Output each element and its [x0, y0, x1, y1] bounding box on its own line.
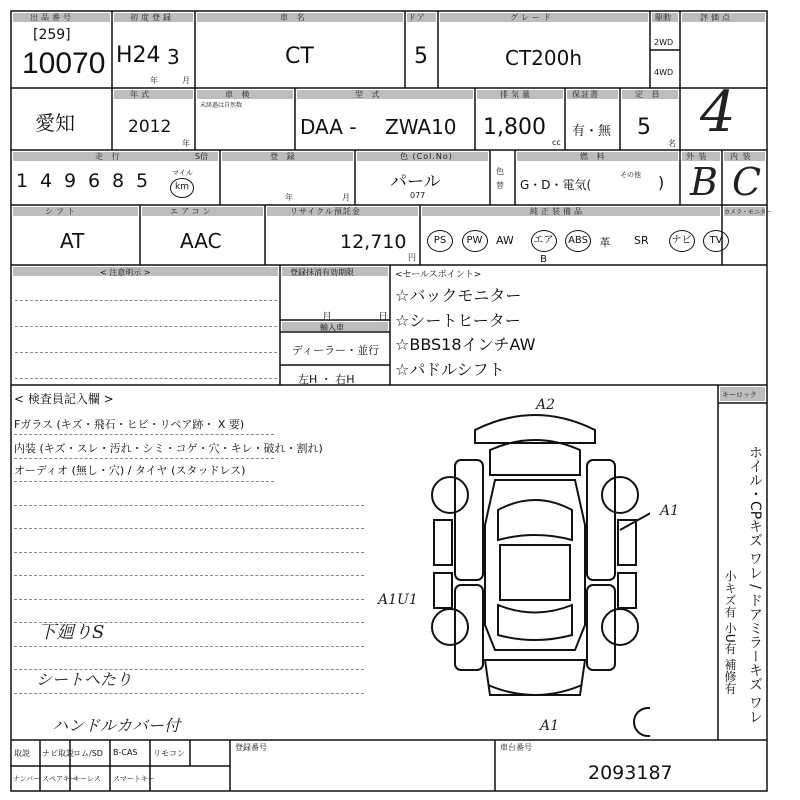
- unit-mile: マイル: [172, 169, 193, 177]
- selling-point: ☆シートヒーター: [395, 310, 521, 330]
- document-item: リモコン: [153, 749, 185, 758]
- expiry-month: 月: [322, 312, 332, 323]
- mileage-digit: 1: [16, 170, 29, 192]
- mileage-digit: 9: [64, 170, 77, 192]
- caution-line: [15, 352, 277, 353]
- document-item: 取説: [14, 749, 30, 758]
- equipment-item: 革: [599, 236, 611, 249]
- inspector-line: [14, 693, 364, 694]
- grade-label: グレード: [510, 13, 554, 22]
- lot-number: 10070: [22, 47, 106, 80]
- region: 愛知: [35, 111, 75, 135]
- mileage-digit: 5: [136, 170, 149, 192]
- mileage-digit: 8: [112, 170, 125, 192]
- selling-point: ☆バックモニター: [395, 286, 522, 305]
- inspector-line: [14, 458, 274, 459]
- type-prefix: DAA -: [300, 115, 357, 139]
- caution-line: [15, 326, 277, 327]
- document-item: ナビ取説: [42, 749, 74, 758]
- mileage-digit: 6: [88, 170, 101, 192]
- registration-era-year: H24: [116, 43, 161, 68]
- keylock-label: キーロック: [722, 391, 757, 399]
- inspector-line: [14, 599, 364, 600]
- door-label: ドア: [408, 13, 426, 22]
- year-label: 年式: [130, 90, 152, 99]
- drive-2wd: 2WD: [654, 38, 674, 47]
- camera-label: カメラ・モニター: [724, 209, 773, 216]
- equipment-label: 純正装備品: [530, 207, 585, 216]
- car-name-label: 車 名: [280, 13, 308, 22]
- mileage-digits: [16, 170, 160, 192]
- mileage-label: 走 行: [95, 152, 123, 161]
- import-label: 輸入車: [320, 323, 344, 332]
- capacity-unit: 名: [668, 139, 676, 148]
- doors: 5: [414, 44, 428, 69]
- selling-points-label: <セールスポイント>: [395, 270, 482, 280]
- inspector-line: [14, 505, 364, 506]
- shift: AT: [60, 229, 85, 253]
- exterior-grade: B: [690, 160, 718, 204]
- exterior-label: 外 装: [686, 152, 708, 161]
- selling-point: ☆パドルシフト: [395, 359, 505, 379]
- inspection-label: 車 検: [225, 90, 253, 99]
- audio-tire-note: オーディオ (無し・穴) / タイヤ (スタッドレス): [14, 464, 246, 477]
- meter-label: S倍: [195, 152, 209, 161]
- interior-label: 内 装: [730, 152, 752, 161]
- legend-line-2: 小キズ有 小U有 補修有: [723, 570, 737, 695]
- steering-side: 左H ・ 右H: [298, 373, 355, 386]
- reg-year-unit: 年: [150, 76, 158, 85]
- inspector-line: [14, 528, 364, 529]
- displacement-label: 排気量: [500, 90, 533, 99]
- registration-month: 3: [167, 45, 180, 69]
- displacement: 1,800: [483, 115, 546, 140]
- document-item: キーレス: [73, 775, 101, 783]
- recycle-label: リサイクル預託金: [290, 207, 361, 216]
- drive-4wd: 4WD: [654, 68, 674, 77]
- equipment-item: PS: [427, 230, 453, 252]
- equipment-item: TV: [703, 230, 729, 252]
- car-diagram: [420, 395, 650, 740]
- document-item: B-CAS: [113, 748, 138, 757]
- selling-point: ☆BBS18インチAW: [395, 335, 536, 354]
- grade: CT200h: [505, 46, 583, 70]
- equipment-item: AW: [496, 234, 514, 247]
- mileage-digit: 4: [40, 170, 53, 192]
- car-name: CT: [285, 44, 314, 69]
- expiry-label: 登録抹消有効期限: [290, 268, 354, 277]
- damage-mark: A1U1: [378, 592, 418, 608]
- inspector-line: [14, 481, 274, 482]
- inspector-line: [14, 434, 274, 435]
- score-label: 評価点: [700, 13, 733, 22]
- registration-label: 初度登録: [130, 13, 174, 22]
- equipment-item: SR: [634, 234, 649, 247]
- inspector-line: [14, 575, 364, 576]
- chassis-label: 車台番号: [500, 743, 532, 752]
- equipment-item: PW: [462, 230, 488, 252]
- damage-mark: A1: [540, 718, 560, 734]
- lot-label: 出品番号: [30, 13, 74, 22]
- color-change: 色替: [496, 167, 504, 190]
- color-number: 077: [410, 191, 426, 200]
- legend-line-1: ホイル・CPキズ ワレ / ドアミラーキズ ワレ: [747, 445, 763, 724]
- interior-grade: C: [732, 160, 762, 204]
- reg-number-label: 登録番号: [235, 743, 267, 752]
- document-item: スペアキー: [42, 775, 77, 783]
- dealer-parallel: ディーラー・並行: [292, 344, 380, 357]
- fuel-close: ): [658, 173, 665, 192]
- reg-month-text: 月: [342, 193, 350, 202]
- reg-month-unit: 月: [182, 76, 190, 85]
- recycle-fee: 12,710: [340, 231, 407, 253]
- lot-bracket: [259]: [33, 27, 71, 43]
- registration2-label: 登 録: [270, 152, 298, 161]
- fuel-label: 燃 料: [580, 152, 608, 161]
- warranty: 有・無: [572, 124, 612, 139]
- capacity-label: 定 員: [635, 90, 663, 99]
- color: パール: [390, 172, 441, 192]
- drive-label: 駆動: [655, 13, 671, 22]
- reg-year-text: 年: [285, 193, 293, 202]
- expiry-day: 日: [378, 312, 388, 323]
- capacity: 5: [637, 115, 651, 140]
- interior-note: 内装 (キズ・スレ・汚れ・シミ・コゲ・穴・キレ・破れ・割れ): [14, 442, 323, 455]
- inspector-title: < 検査員記入欄 >: [14, 392, 114, 406]
- equipment-item: ナビ: [669, 230, 695, 252]
- caution-line: [15, 300, 277, 301]
- year-unit: 年: [182, 139, 190, 148]
- type-code: ZWA10: [385, 115, 457, 139]
- document-item: ナンバー: [13, 775, 41, 783]
- hand-note: 下廻りS: [38, 622, 105, 643]
- aircon-label: エアコン: [170, 207, 214, 216]
- hand-note: ハンドルカバー付: [52, 716, 181, 735]
- score: 4: [700, 80, 736, 145]
- fuel: G・D・電気(: [520, 178, 592, 192]
- fuel-other: その他: [620, 171, 641, 179]
- glass-note: Fガラス (キズ・飛石・ヒビ・リペア跡・ X 要): [14, 418, 245, 431]
- equipment-item: ABS: [565, 230, 591, 252]
- type-label: 型 式: [355, 90, 383, 99]
- recycle-unit: 円: [408, 253, 416, 262]
- inspector-line: [14, 646, 364, 647]
- damage-mark: A1: [660, 503, 680, 519]
- hand-note: シートへたり: [36, 670, 133, 689]
- shift-label: シフト: [45, 207, 78, 216]
- displacement-unit: cc: [552, 138, 561, 147]
- caution-label: < 注意明示 >: [100, 268, 151, 277]
- inspection-note: 未経過は自然数: [200, 102, 243, 109]
- unit-km: km: [170, 178, 194, 198]
- document-item: ロム/SD: [73, 749, 103, 758]
- equipment-item: エアB: [531, 230, 557, 252]
- warranty-label: 保証書: [572, 90, 599, 99]
- aircon: AAC: [180, 229, 222, 253]
- selling-points: [395, 284, 535, 382]
- damage-mark: A2: [536, 397, 556, 413]
- color-label: 色 (Col.No): [400, 152, 453, 161]
- inspector-line: [14, 552, 364, 553]
- chassis-number: 2093187: [588, 762, 673, 784]
- model-year: 2012: [128, 117, 172, 137]
- caution-line: [15, 378, 277, 379]
- document-item: スマートキー: [113, 775, 155, 783]
